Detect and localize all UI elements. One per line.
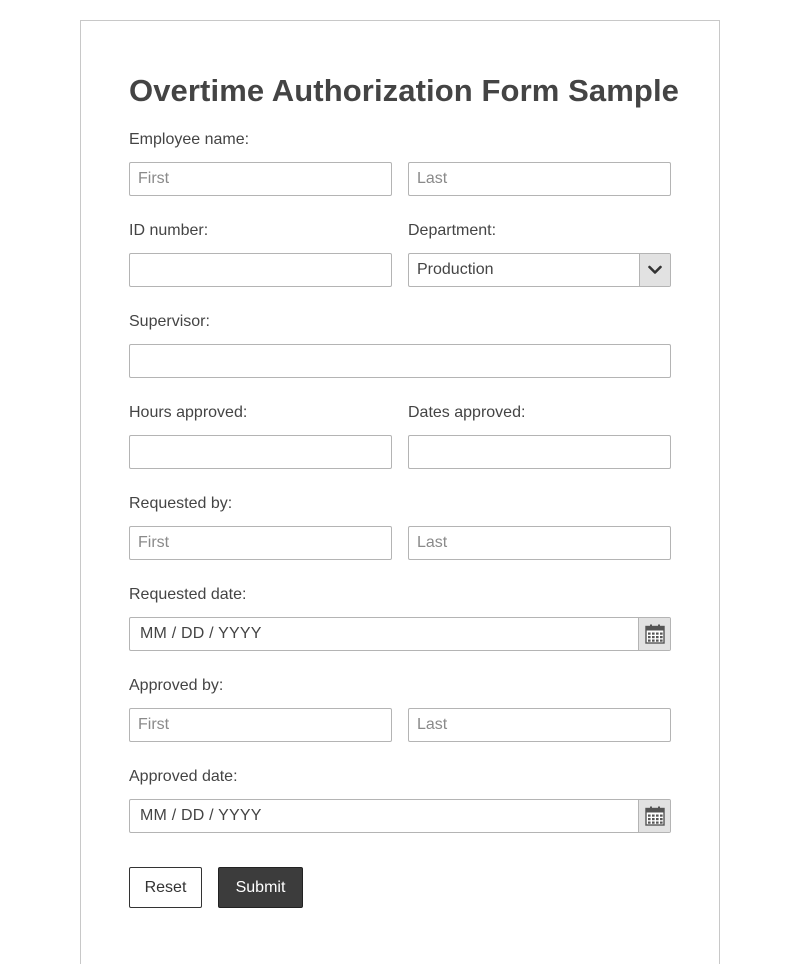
id-number-input[interactable] (129, 253, 392, 287)
requested-by-last-input[interactable] (408, 526, 671, 560)
department-label: Department: (408, 222, 497, 239)
supervisor-label: Supervisor: (129, 313, 210, 330)
page-title: Overtime Authorization Form Sample (129, 73, 680, 108)
department-selected-value: Production (417, 261, 494, 278)
dates-approved-label: Dates approved: (408, 404, 526, 421)
requested-date-label: Requested date: (129, 586, 247, 603)
form-card (80, 20, 720, 964)
requested-by-first-input[interactable] (129, 526, 392, 560)
requested-date-input[interactable] (129, 617, 671, 651)
dates-approved-input[interactable] (408, 435, 671, 469)
employee-name-label: Employee name: (129, 131, 250, 148)
submit-button[interactable]: Submit (218, 867, 303, 908)
employee-first-name-input[interactable] (129, 162, 392, 196)
reset-button[interactable]: Reset (129, 867, 202, 908)
approved-date-input[interactable] (129, 799, 671, 833)
id-number-label: ID number: (129, 222, 209, 239)
approved-by-first-input[interactable] (129, 708, 392, 742)
hours-approved-label: Hours approved: (129, 404, 248, 421)
approved-by-last-input[interactable] (408, 708, 671, 742)
requested-by-label: Requested by: (129, 495, 233, 512)
chevron-down-icon[interactable] (639, 254, 670, 286)
approved-date-label: Approved date: (129, 768, 238, 785)
hours-approved-input[interactable] (129, 435, 392, 469)
calendar-icon[interactable] (638, 618, 670, 650)
supervisor-input[interactable] (129, 344, 671, 378)
approved-date-placeholder: MM / DD / YYYY (140, 807, 262, 824)
requested-date-placeholder: MM / DD / YYYY (140, 625, 262, 642)
department-select[interactable] (408, 253, 671, 287)
calendar-icon[interactable] (638, 800, 670, 832)
employee-last-name-input[interactable] (408, 162, 671, 196)
approved-by-label: Approved by: (129, 677, 224, 694)
